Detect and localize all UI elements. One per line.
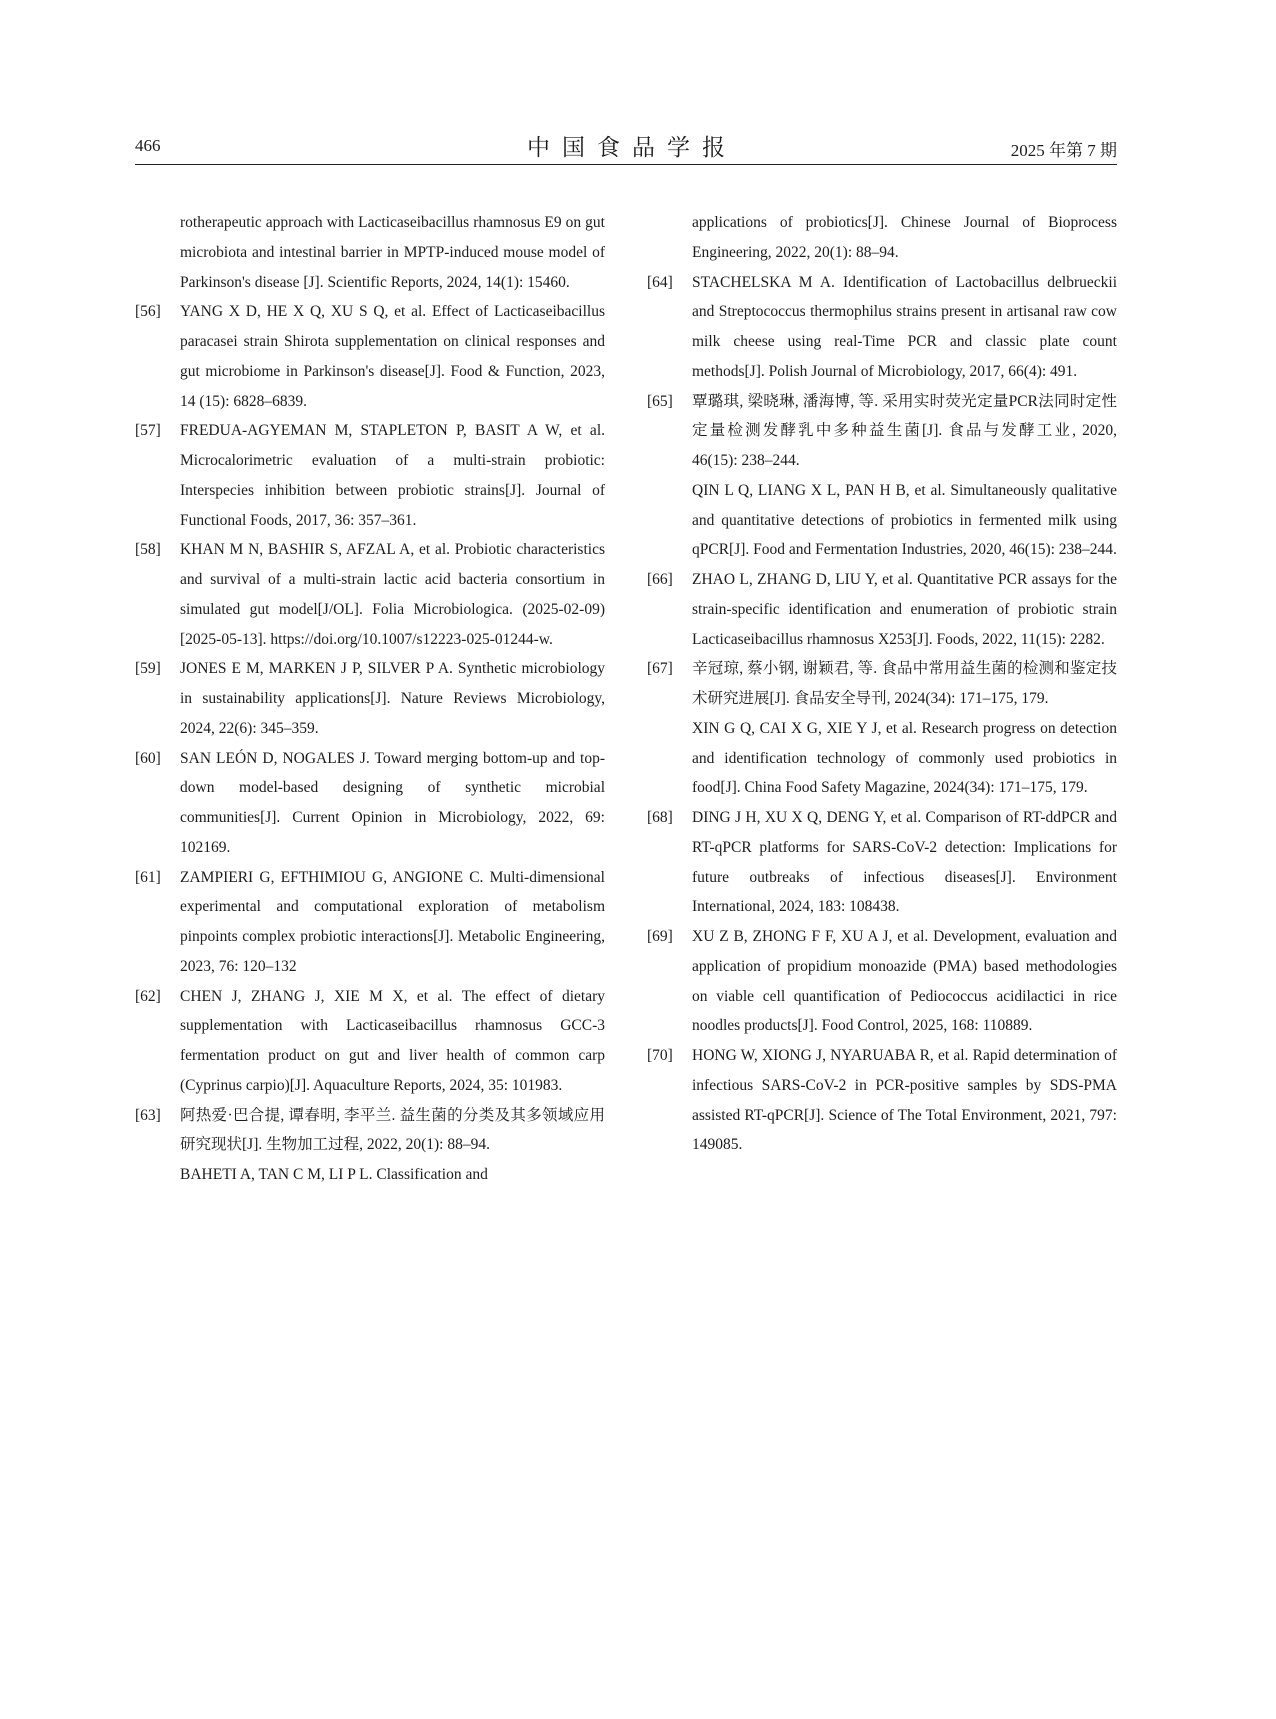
reference-number: [70] — [647, 1047, 673, 1064]
reference-text: YANG X D, HE X Q, XU S Q, et al. Effect of Lacticaseibacillus paracasei strain Shirota supplementation on clinical responses and gut microbiome in Parkinson's disease[J]. Food & Function, 2023, 14 (15): 6828–6839. — [180, 303, 605, 410]
reference-number: [66] — [647, 571, 673, 588]
reference-entry — [647, 654, 1117, 714]
reference-entry — [135, 1101, 605, 1161]
reference-text: XU Z B, ZHONG F F, XU A J, et al. Development, evaluation and application of propidium monoazide (PMA) based methodologies on viable cell quantification of Pediococcus acidilactici in rice noodles products[J]. Food Control, 2025, 168: 110889. — [692, 928, 1117, 1035]
left-column — [135, 208, 605, 1190]
reference-entry — [647, 268, 1117, 387]
reference-entry — [647, 387, 1117, 476]
reference-number: [60] — [135, 749, 161, 767]
reference-entry — [135, 535, 605, 654]
reference-text: FREDUA-AGYEMAN M, STAPLETON P, BASIT A W, et al. Microcalorimetric evaluation of a multi-strain probiotic: Interspecies inhibition between probiotic strains[J]. Journal of Functional Foods, 2017, 36: 357–361. — [180, 422, 605, 529]
page-number: 466 — [135, 136, 161, 155]
reference-text: 覃璐琪, 梁晓琳, 潘海博, 等. 采用实时荧光定量PCR法同时定性定量检测发酵乳中多种益生菌[J]. 食品与发酵工业, 2020, 46(15): 238–244. — [692, 392, 1117, 469]
reference-number: [67] — [647, 660, 673, 678]
reference-entry — [647, 208, 1117, 268]
reference-entry — [647, 565, 1117, 654]
reference-entry — [135, 863, 605, 982]
right-column — [647, 208, 1117, 1160]
journal-title: 中国食品学报 — [527, 135, 737, 160]
reference-entry — [135, 416, 605, 535]
reference-number: [69] — [647, 928, 673, 945]
reference-number: [61] — [135, 868, 161, 886]
reference-entry — [135, 982, 605, 1101]
reference-text: CHEN J, ZHANG J, XIE M X, et al. The effect of dietary supplementation with Lacticaseibacillus rhamnosus GCC-3 fermentation product on gut and liver health of common carp (Cyprinus carpio)[J]. Aquaculture Reports, 2024, 35: 101983. — [180, 987, 605, 1094]
reference-entry — [135, 1160, 605, 1190]
reference-entry — [135, 208, 605, 297]
reference-text: BAHETI A, TAN C M, LI P L. Classification and — [180, 1166, 488, 1183]
reference-number: [68] — [647, 809, 673, 826]
reference-number: [62] — [135, 987, 161, 1005]
reference-number: [64] — [647, 273, 673, 291]
reference-text: rotherapeutic approach with Lacticaseibacillus rhamnosus E9 on gut microbiota and intestinal barrier in MPTP-induced mouse model of Parkinson's disease [J]. Scientific Reports, 2024, 14(1): 15460. — [180, 214, 605, 291]
reference-text: XIN G Q, CAI X G, XIE Y J, et al. Research progress on detection and identification technology of commonly used probiotics in food[J]. China Food Safety Magazine, 2024(34): 171–175, 179. — [692, 719, 1117, 797]
reference-entry — [647, 1041, 1117, 1160]
page-header — [135, 128, 1117, 165]
reference-entry — [647, 803, 1117, 922]
reference-number: [57] — [135, 422, 161, 440]
reference-text: ZHAO L, ZHANG D, LIU Y, et al. Quantitative PCR assays for the strain-specific identification and enumeration of probiotic strain Lacticaseibacillus rhamnosus X253[J]. Foods, 2022, 11(15): 2282. — [692, 571, 1117, 648]
reference-number: [59] — [135, 660, 161, 678]
reference-entry — [647, 922, 1117, 1041]
reference-text: applications of probiotics[J]. Chinese Journal of Bioprocess Engineering, 2022, 20(1): 88–94. — [692, 214, 1117, 261]
reference-number: [56] — [135, 303, 161, 321]
reference-entry — [135, 297, 605, 416]
reference-number: [65] — [647, 392, 673, 410]
reference-text: DING J H, XU X Q, DENG Y, et al. Comparison of RT-ddPCR and RT-qPCR platforms for SARS-CoV-2 detection: Implications for future outbreaks of infectious diseases[J]. Environment International, 2024, 183: 108438. — [692, 809, 1117, 916]
reference-text: KHAN M N, BASHIR S, AFZAL A, et al. Probiotic characteristics and survival of a multi-strain lactic acid bacteria consortium in simulated gut model[J/OL]. Folia Microbiologica. (2025-02-09) [2025-05-13]. https://doi.org/10.1007/s12223-025-01244-w. — [180, 541, 605, 648]
reference-entry — [647, 714, 1117, 803]
issue-label: 2025 年第 7 期 — [1010, 141, 1117, 160]
reference-number: [58] — [135, 541, 161, 559]
reference-entry — [647, 476, 1117, 565]
reference-text: 阿热爱·巴合提, 谭春明, 李平兰. 益生菌的分类及其多领域应用研究现状[J]. 生物加工过程, 2022, 20(1): 88–94. — [180, 1106, 605, 1154]
reference-text: ZAMPIERI G, EFTHIMIOU G, ANGIONE C. Multi-dimensional experimental and computational exploration of metabolism pinpoints complex probiotic interactions[J]. Metabolic Engineering, 2023, 76: 120–132 — [180, 868, 605, 975]
reference-text: HONG W, XIONG J, NYARUABA R, et al. Rapid determination of infectious SARS-CoV-2 in PCR-positive samples by SDS-PMA assisted RT-qPCR[J]. Science of The Total Environment, 2021, 797: 149085. — [692, 1047, 1117, 1154]
reference-text: SAN LEÓN D, NOGALES J. Toward merging bottom-up and top-down model-based designing of synthetic microbial communities[J]. Current Opinion in Microbiology, 2022, 69: 102169. — [180, 749, 605, 856]
reference-text: QIN L Q, LIANG X L, PAN H B, et al. Simultaneously qualitative and quantitative detections of probiotics in fermented milk using qPCR[J]. Food and Fermentation Industries, 2020, 46(15): 238–244. — [692, 481, 1117, 559]
reference-text: 辛冠琼, 蔡小钢, 谢颖君, 等. 食品中常用益生菌的检测和鉴定技术研究进展[J]. 食品安全导刊, 2024(34): 171–175, 179. — [692, 660, 1117, 707]
reference-number: [63] — [135, 1106, 161, 1124]
reference-entry — [135, 654, 605, 743]
reference-text: STACHELSKA M A. Identification of Lactobacillus delbrueckii and Streptococcus thermophilus strains present in artisanal raw cow milk cheese using real-Time PCR and classic plate count methods[J]. Polish Journal of Microbiology, 2017, 66(4): 491. — [692, 273, 1117, 380]
reference-text: JONES E M, MARKEN J P, SILVER P A. Synthetic microbiology in sustainability applications[J]. Nature Reviews Microbiology, 2024, 22(6): 345–359. — [180, 660, 605, 737]
reference-entry — [135, 744, 605, 863]
